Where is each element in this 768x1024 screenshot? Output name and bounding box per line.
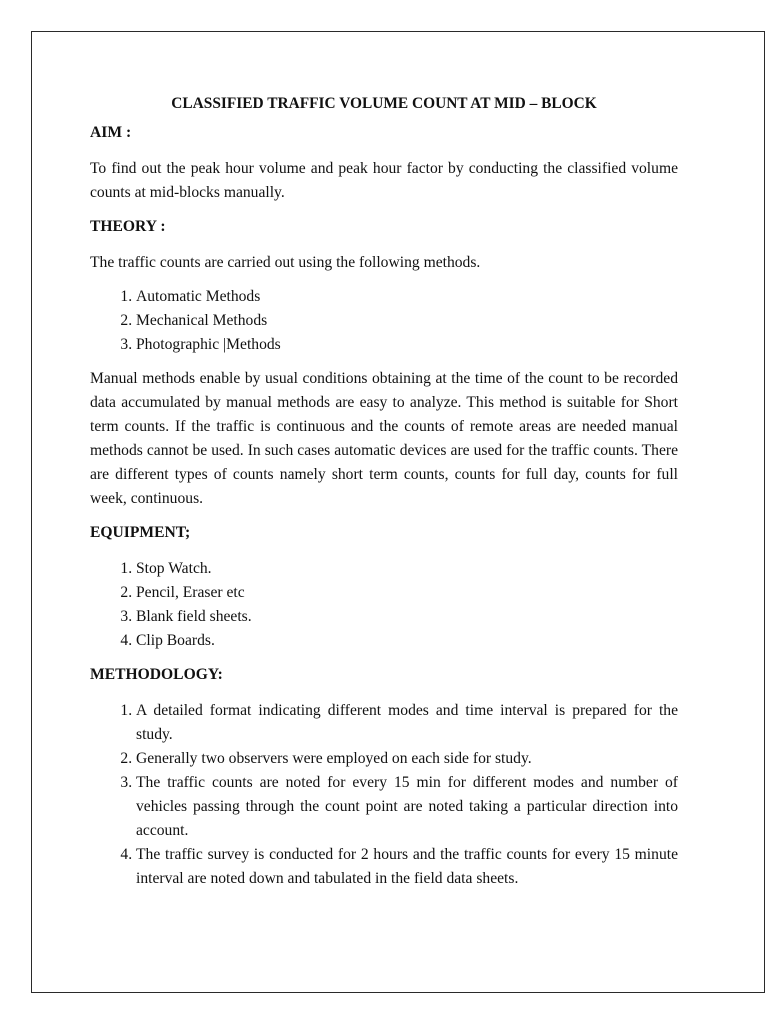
list-item: 2. Pencil, Eraser etc bbox=[136, 581, 678, 605]
aim-heading: AIM : bbox=[90, 124, 132, 141]
list-item: 1. Stop Watch. bbox=[136, 557, 678, 581]
list-item: 1. A detailed format indicating different modes and time interval is prepared for the study. bbox=[136, 699, 678, 747]
theory-heading: THEORY : bbox=[90, 218, 166, 235]
theory-intro: The traffic counts are carried out using the following methods. bbox=[90, 254, 481, 271]
aim-text: To find out the peak hour volume and peak hour factor by conducting the classified volume counts at mid-blocks manually. bbox=[90, 160, 678, 201]
list-item: 2. Generally two observers were employed on each side for study. bbox=[136, 747, 678, 771]
methodology-heading: METHODOLOGY: bbox=[90, 666, 223, 683]
methods-list bbox=[90, 285, 678, 357]
document-title: CLASSIFIED TRAFFIC VOLUME COUNT AT MID – BLOCK bbox=[171, 95, 597, 112]
equipment-heading: EQUIPMENT; bbox=[90, 524, 191, 541]
list-item: 4. Clip Boards. bbox=[136, 629, 678, 653]
list-item: 2. Mechanical Methods bbox=[136, 309, 678, 333]
equipment-list bbox=[90, 557, 678, 653]
list-item: 3. Blank field sheets. bbox=[136, 605, 678, 629]
list-item: 1. Automatic Methods bbox=[136, 285, 678, 309]
theory-paragraph: Manual methods enable by usual conditions obtaining at the time of the count to be recorded data accumulated by manual methods are easy to analyze. This method is suitable for Short term counts. If the traffic is continuous and the counts of remote areas are needed manual methods cannot be used. In such cases automatic devices are used for the traffic counts. There are different types of counts namely short term counts, counts for full day, counts for full week, continuous. bbox=[90, 370, 678, 507]
methodology-list bbox=[90, 699, 678, 891]
list-item: 3. The traffic counts are noted for every 15 min for different modes and number of vehicles passing through the count point are noted taking a particular direction into account. bbox=[136, 771, 678, 843]
list-item: 4. The traffic survey is conducted for 2 hours and the traffic counts for every 15 minute interval are noted down and tabulated in the field data sheets. bbox=[136, 843, 678, 891]
list-item: 3. Photographic |Methods bbox=[136, 333, 678, 357]
document-content bbox=[90, 92, 678, 901]
